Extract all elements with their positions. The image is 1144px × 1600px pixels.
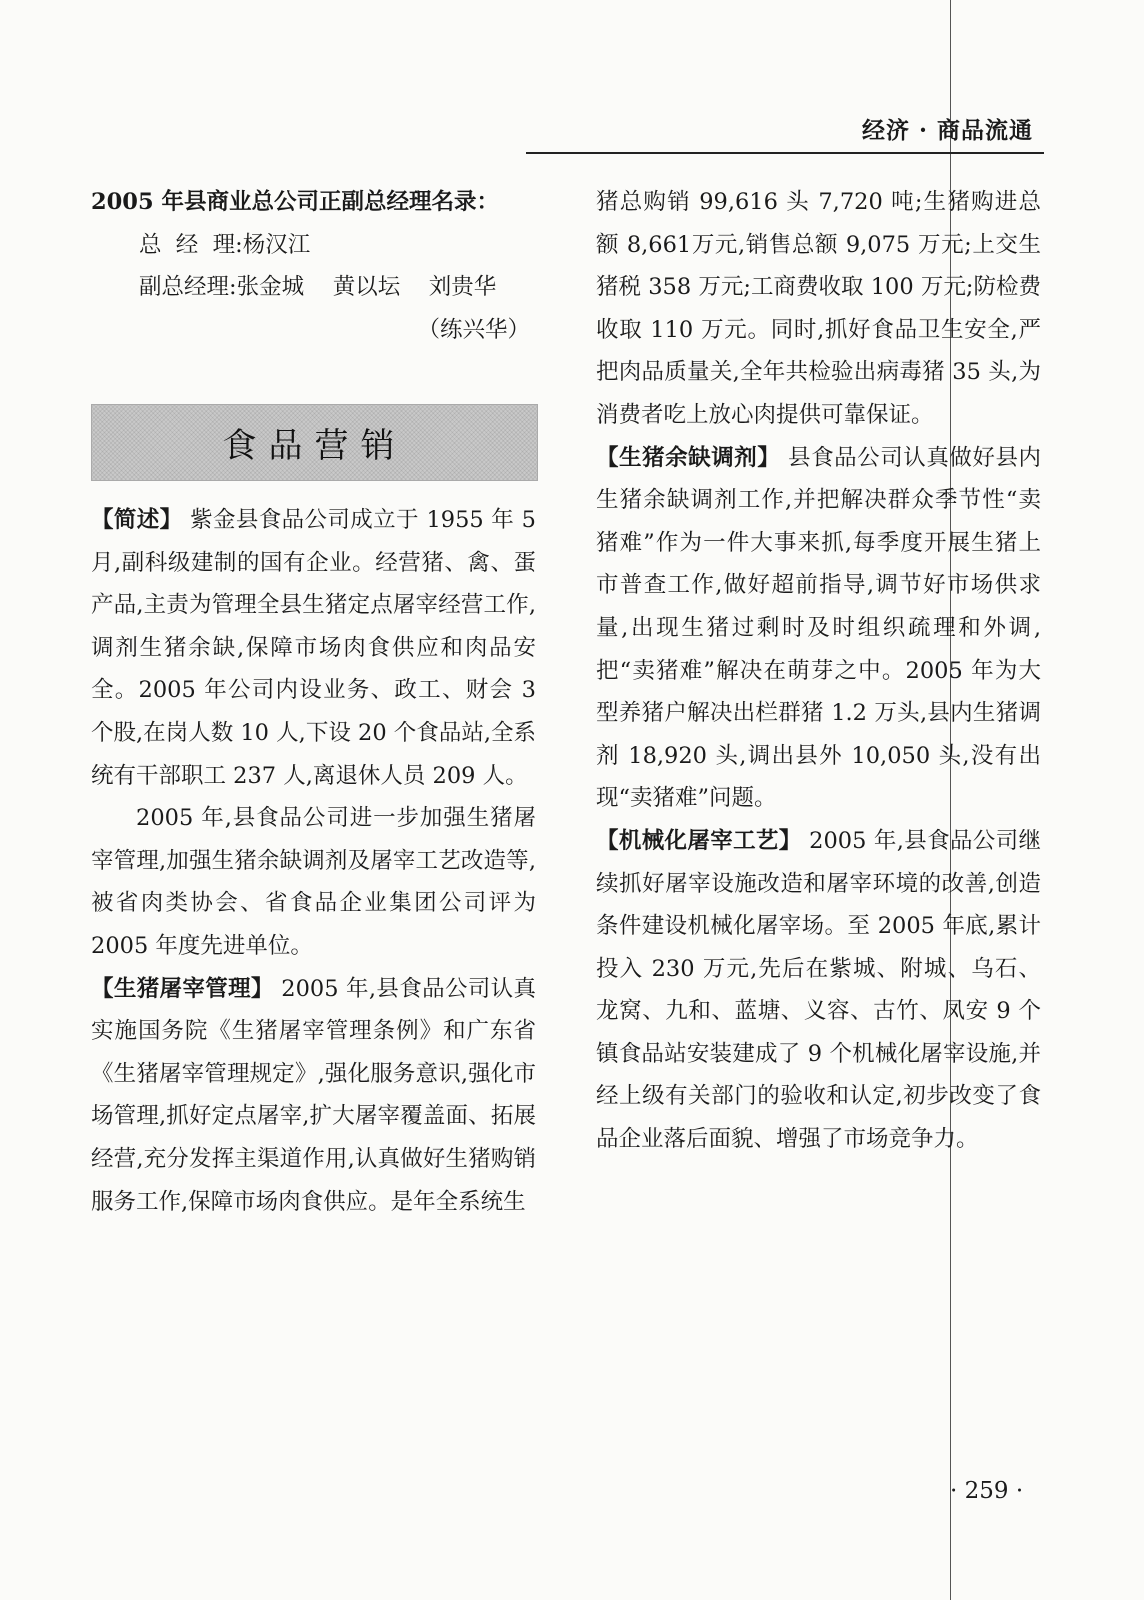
mechanized-slaughter-paragraph [596, 820, 1041, 1161]
slaughter-management-continued: 猪总购销 99,616 头 7,720 吨;生猪购进总额 8,661万元,销售总额 9,075 万元;上交生猪税 358 万元;工商费收取 100 万元;防检费收取 110 万元。同时,抓好食品卫生安全,严把肉品质量关,全年共检验出病毒猪 35 头,为消费者吃上放心肉提供可靠保证。 [596, 189, 1041, 428]
surplus-adjustment-paragraph [596, 437, 1041, 820]
overview-label: 【简述】 [91, 507, 183, 533]
right-column [596, 181, 1041, 1161]
slaughter-management-label: 【生猪屠宰管理】 [91, 975, 274, 1002]
general-manager: 总 经 理:杨汉江 [139, 231, 311, 258]
overview-paragraph [91, 499, 536, 797]
header-rule [526, 152, 1044, 154]
banner-title: 食品营销 [222, 426, 407, 466]
surplus-adjustment-text: 县食品公司认真做好县内生猪余缺调剂工作,并把解决群众季节性“卖猪难”作为一件大事来抓,每季度开展生猪上市普查工作,做好超前指导,调节好市场供求量,出现生猪过剩时及时组织疏理和外调,把“卖猪难”解决在萌芽之中。2005 年为大型养猪户解决出栏群猪 1.2 万头,县内生猪调剂 18,920 头,调出县外 10,050 头,没有出现“卖猪难”问题。 [596, 444, 1041, 812]
managers-heading: 2005 年县商业总公司正副总经理名录： [91, 189, 499, 215]
mechanized-slaughter-text: 2005 年,县食品公司继续抓好屠宰设施改造和屠宰环境的改善,创造条件建设机械化屠宰场。至 2005 年底,累计投入 230 万元,先后在紫城、附城、乌石、龙窝、九和、蓝塘、义容、古竹、凤安 9 个镇食品站安装建成了 9 个机械化屠宰设施,并经上级有关部门的验收和认定,初步改变了食品企业落后面貌、增强了市场竞争力。 [596, 827, 1041, 1153]
running-header: 经济 · 商品流通 [862, 117, 1034, 144]
compiler-credit: （练兴华） [417, 316, 530, 343]
slaughter-management-text: 2005 年,县食品公司认真实施国务院《生猪屠宰管理条例》和广东省《生猪屠宰管理规定》,强化服务意识,强化市场管理,抓好定点屠宰,扩大屠宰覆盖面、拓展经营,充分发挥主渠道作用,认真做好生猪购销服务工作,保障市场肉食供应。是年全系统生 [91, 975, 536, 1215]
page-number: · 259 · [950, 1478, 1024, 1504]
overview-paragraph-2: 2005 年,县食品公司进一步加强生猪屠宰管理,加强生猪余缺调剂及屠宰工艺改造等,被省肉类协会、省食品企业集团公司评为 2005 年度先进单位。 [91, 805, 536, 959]
section-banner [91, 404, 538, 481]
surplus-adjustment-label: 【生猪余缺调剂】 [596, 444, 781, 471]
mechanized-slaughter-label: 【机械化屠宰工艺】 [596, 827, 802, 854]
deputy-managers: 副总经理:张金城 黄以坛 刘贵华 [139, 274, 497, 301]
slaughter-management-paragraph [91, 968, 536, 1224]
overview-text: 紫金县食品公司成立于 1955 年 5 月,副科级建制的国有企业。经营猪、禽、蛋产品,主责为管理全县生猪定点屠宰经营工作,调剂生猪余缺,保障市场肉食供应和肉品安全。2005 年公司内设业务、政工、财会 3 个股,在岗人数 10 人,下设 20 个食品站,全系统有干部职工 237 人,离退休人员 209 人。 [91, 507, 536, 789]
left-column [91, 181, 536, 351]
left-column-body [91, 499, 536, 1223]
